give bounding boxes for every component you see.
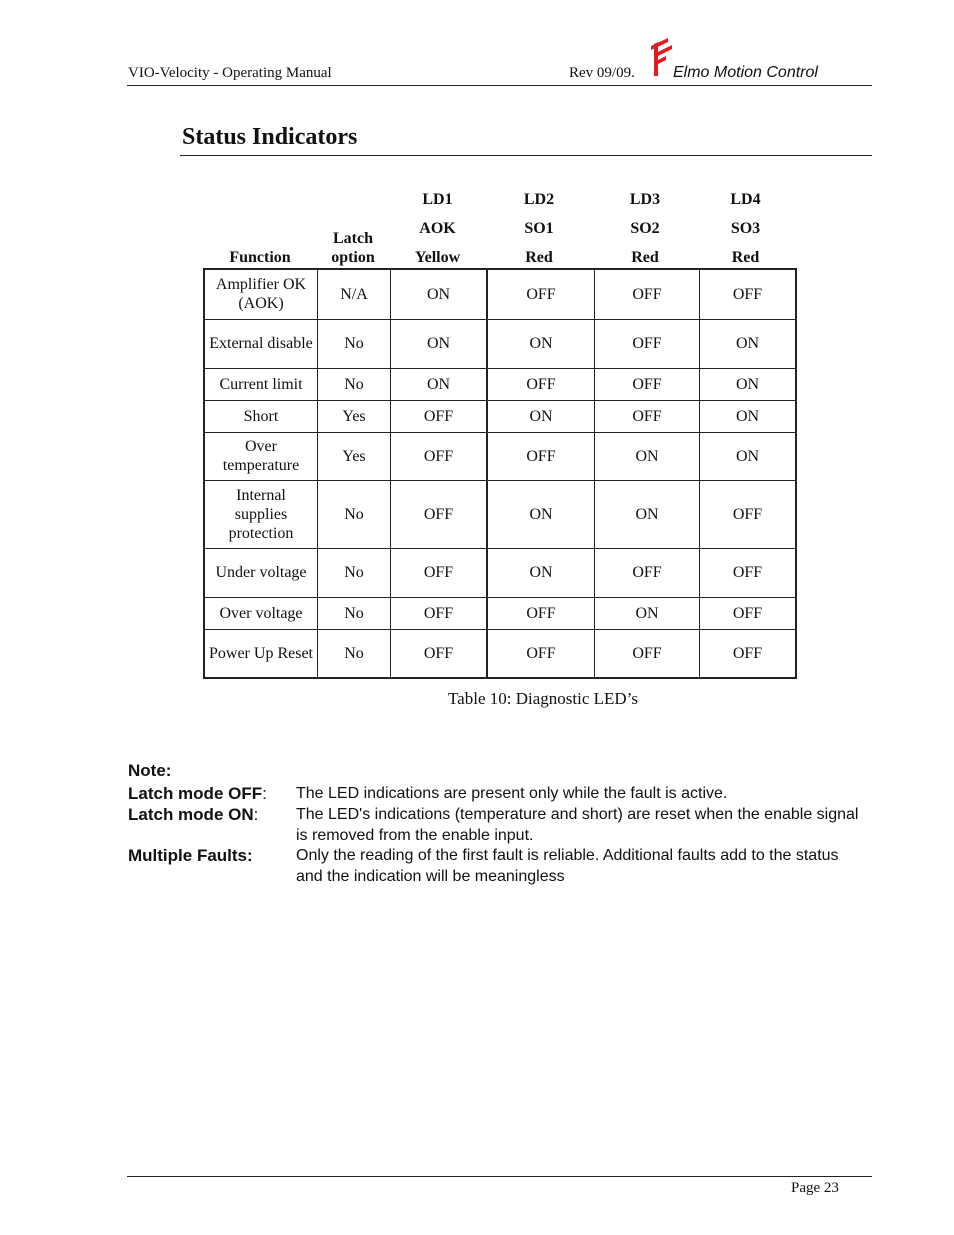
cell-latch: No [318, 629, 391, 678]
cell-ld2: ON [487, 548, 595, 597]
cell-ld4: ON [700, 319, 797, 368]
cell-ld1: OFF [391, 432, 488, 480]
cell-ld4: OFF [700, 597, 797, 629]
col-head-latch-line2: option [331, 249, 375, 266]
cell-ld2: OFF [487, 432, 595, 480]
col-head-led-id: LD3 [629, 191, 661, 208]
cell-ld2: OFF [487, 368, 595, 400]
note-term [128, 783, 267, 804]
table-row [204, 629, 796, 678]
cell-ld4: OFF [700, 269, 797, 319]
table-row [204, 368, 796, 400]
cell-function: Current limit [204, 368, 318, 400]
col-head-led-signal: SO1 [524, 220, 554, 237]
table-row [204, 548, 796, 597]
col-head-led-color: Yellow [414, 249, 461, 266]
cell-ld3: ON [595, 597, 700, 629]
cell-ld1: ON [391, 319, 488, 368]
col-head-led-id: LD2 [523, 191, 555, 208]
header-doc-title: VIO-Velocity - Operating Manual [128, 65, 332, 81]
cell-ld4: ON [700, 432, 797, 480]
cell-ld1: ON [391, 269, 488, 319]
note-term-separator: : [262, 784, 267, 803]
note-term-text: Multiple Faults: [128, 846, 253, 865]
cell-ld2: ON [487, 319, 595, 368]
table-row [204, 269, 796, 319]
table-row [204, 400, 796, 432]
cell-ld4: OFF [700, 548, 797, 597]
cell-latch: No [318, 480, 391, 548]
cell-ld1: OFF [391, 480, 488, 548]
cell-ld1: OFF [391, 629, 488, 678]
cell-ld3: OFF [595, 400, 700, 432]
cell-ld3: OFF [595, 319, 700, 368]
cell-ld3: ON [595, 480, 700, 548]
elmo-logo-icon [648, 36, 674, 78]
table-row [204, 319, 796, 368]
col-head-led-signal: AOK [419, 220, 456, 237]
table-row [204, 432, 796, 480]
col-head-led-id: LD4 [730, 191, 761, 208]
note-term [128, 845, 253, 866]
page-number: Page 23 [791, 1180, 839, 1196]
cell-function: External disable [204, 319, 318, 368]
cell-ld2: OFF [487, 629, 595, 678]
cell-ld3: OFF [595, 269, 700, 319]
cell-function: Short [204, 400, 318, 432]
note-description: The LED's indications (temperature and short) are reset when the enable signal is removed from the enable input. [296, 806, 859, 844]
note-description: Only the reading of the first fault is reliable. Additional faults add to the status and the indication will be meaningless [296, 847, 839, 885]
note-term-text: Latch mode ON [128, 805, 254, 824]
table-row [204, 480, 796, 548]
cell-latch: No [318, 368, 391, 400]
col-head-led-color: Red [525, 249, 553, 266]
table-row [204, 597, 796, 629]
cell-ld3: OFF [595, 548, 700, 597]
cell-ld1: OFF [391, 548, 488, 597]
cell-function: Internal supplies protection [204, 480, 318, 548]
cell-ld3: OFF [595, 629, 700, 678]
section-title: Status Indicators [182, 124, 358, 150]
col-head-ld4 [698, 190, 793, 277]
cell-latch: No [318, 319, 391, 368]
title-rule [180, 155, 872, 156]
footer-rule [127, 1176, 872, 1177]
cell-ld2: ON [487, 400, 595, 432]
note-heading: Note: [128, 761, 172, 780]
col-head-latch [317, 229, 389, 267]
note-description: The LED indications are present only while the fault is active. [296, 785, 728, 802]
cell-ld4: ON [700, 400, 797, 432]
cell-ld4: OFF [700, 629, 797, 678]
cell-latch: Yes [318, 432, 391, 480]
col-head-led-color: Red [731, 249, 760, 266]
cell-latch: No [318, 548, 391, 597]
cell-latch: No [318, 597, 391, 629]
cell-ld2: OFF [487, 597, 595, 629]
cell-ld3: OFF [595, 368, 700, 400]
cell-function: Under voltage [204, 548, 318, 597]
cell-function: Over voltage [204, 597, 318, 629]
cell-ld4: OFF [700, 480, 797, 548]
note-term-text: Latch mode OFF [128, 784, 263, 803]
header-rule [127, 85, 872, 86]
col-head-ld3 [593, 190, 697, 277]
cell-latch: Yes [318, 400, 391, 432]
cell-latch: N/A [318, 269, 391, 319]
cell-ld1: ON [391, 368, 488, 400]
cell-ld4: ON [700, 368, 797, 400]
col-head-latch-line1: Latch [333, 230, 373, 247]
cell-ld2: ON [487, 480, 595, 548]
col-head-led-signal: SO2 [630, 220, 660, 237]
header-brand: Elmo Motion Control [673, 64, 818, 81]
cell-function: Power Up Reset [204, 629, 318, 678]
table-caption: Table 10: Diagnostic LED’s [447, 689, 639, 708]
cell-function: Amplifier OK (AOK) [204, 269, 318, 319]
col-head-ld1 [390, 190, 485, 277]
cell-ld3: ON [595, 432, 700, 480]
col-head-led-id: LD1 [422, 191, 453, 208]
col-head-led-signal: SO3 [730, 220, 761, 237]
note-term [128, 804, 258, 825]
header-revision: Rev 09/09. [569, 65, 635, 81]
col-head-ld2 [486, 190, 592, 277]
col-head-function: Function [229, 249, 291, 266]
cell-ld2: OFF [487, 269, 595, 319]
col-head-led-color: Red [631, 249, 659, 266]
diagnostic-led-table [203, 268, 797, 679]
note-term-separator: : [253, 805, 259, 824]
cell-ld1: OFF [391, 597, 488, 629]
cell-ld1: OFF [391, 400, 488, 432]
cell-function: Over temperature [204, 432, 318, 480]
